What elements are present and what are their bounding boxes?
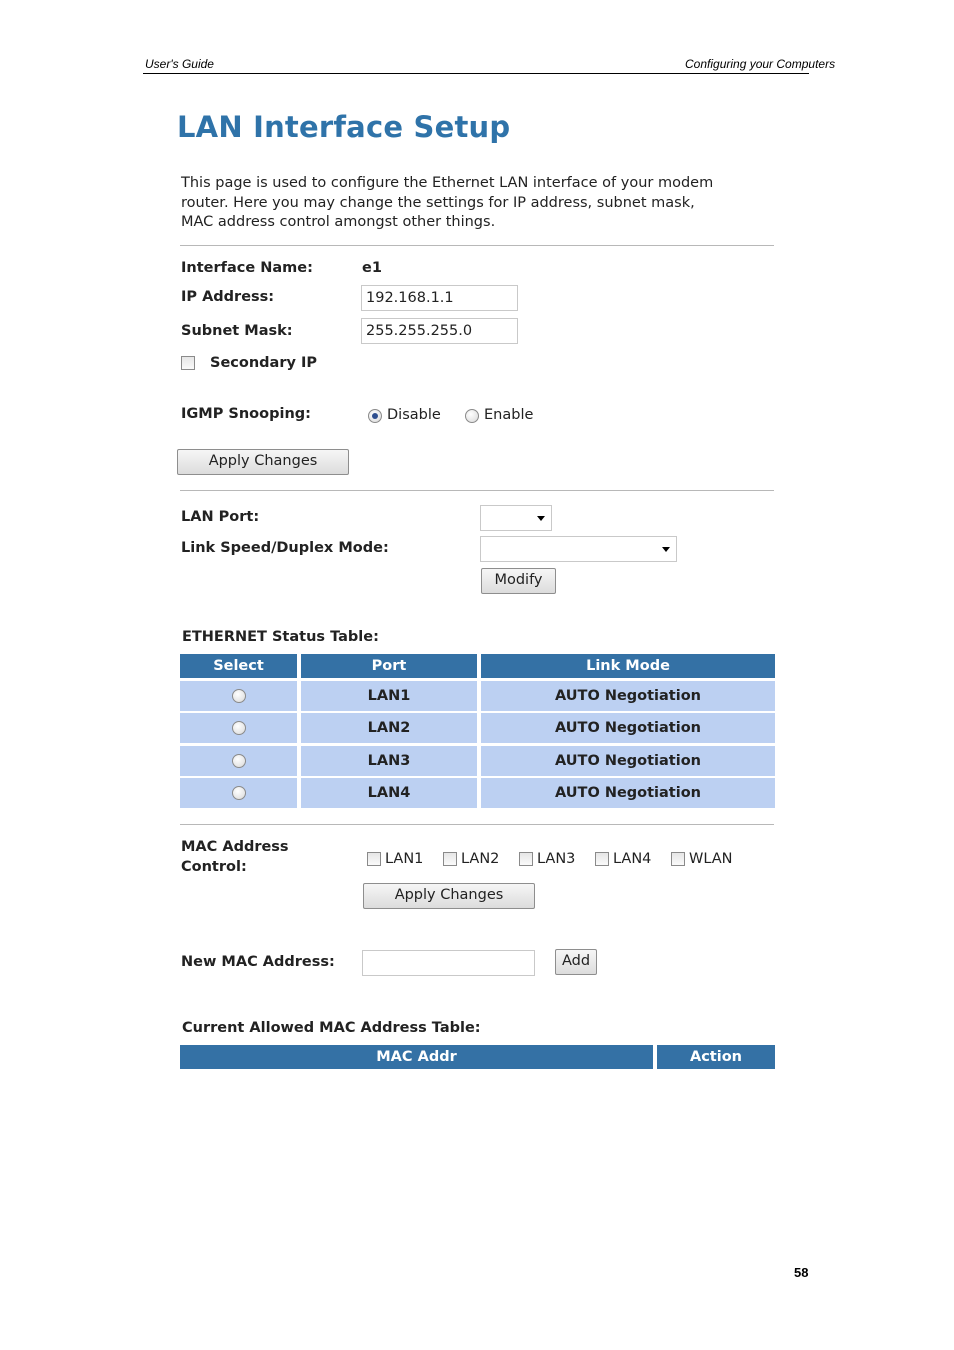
select-cell xyxy=(180,746,297,776)
port-select-radio[interactable] xyxy=(232,754,246,768)
port-cell: LAN3 xyxy=(301,746,477,776)
mac-wlan-checkbox[interactable] xyxy=(671,852,685,866)
secondary-ip-label: Secondary IP xyxy=(210,355,317,371)
intro-line: router. Here you may change the settings for IP address, subnet mask, xyxy=(181,194,695,211)
link-speed-select[interactable] xyxy=(480,536,677,562)
page-title: LAN Interface Setup xyxy=(177,110,511,144)
secondary-ip-checkbox[interactable] xyxy=(181,356,195,370)
divider xyxy=(180,245,774,246)
column-header-action: Action xyxy=(657,1045,775,1069)
ip-address-label: IP Address: xyxy=(181,289,275,305)
new-mac-label: New MAC Address: xyxy=(181,954,335,970)
running-header-right: Configuring your Computers xyxy=(685,57,836,71)
lan-port-select[interactable] xyxy=(480,505,552,531)
add-mac-button[interactable]: Add xyxy=(555,949,597,975)
mac-lan4-label: LAN4 xyxy=(613,851,652,867)
apply-changes-button[interactable]: Apply Changes xyxy=(177,449,349,475)
mac-table-caption: Current Allowed MAC Address Table: xyxy=(182,1020,481,1036)
chevron-down-icon xyxy=(662,547,670,552)
port-cell: LAN1 xyxy=(301,681,477,711)
column-header-mac-addr: MAC Addr xyxy=(180,1045,653,1069)
modify-button[interactable]: Modify xyxy=(481,568,556,594)
running-header-left: User's Guide xyxy=(145,57,214,71)
select-cell xyxy=(180,713,297,743)
igmp-snooping-label: IGMP Snooping: xyxy=(181,406,311,422)
mac-lan1-label: LAN1 xyxy=(385,851,424,867)
igmp-disable-radio[interactable] xyxy=(368,409,382,423)
mac-lan2-label: LAN2 xyxy=(461,851,500,867)
link-mode-cell: AUTO Negotiation xyxy=(481,681,775,711)
interface-name-value: e1 xyxy=(362,260,382,276)
ip-address-input[interactable] xyxy=(361,285,518,311)
mac-lan1-checkbox[interactable] xyxy=(367,852,381,866)
port-select-radio[interactable] xyxy=(232,786,246,800)
new-mac-input[interactable] xyxy=(362,950,535,976)
mac-wlan-label: WLAN xyxy=(689,851,733,867)
mac-lan3-checkbox[interactable] xyxy=(519,852,533,866)
link-mode-cell: AUTO Negotiation xyxy=(481,778,775,808)
port-select-radio[interactable] xyxy=(232,721,246,735)
divider xyxy=(180,490,774,491)
subnet-mask-input[interactable] xyxy=(361,318,518,344)
column-header-port: Port xyxy=(301,654,477,678)
interface-name-label: Interface Name: xyxy=(181,260,313,276)
select-cell xyxy=(180,681,297,711)
intro-text xyxy=(181,174,781,233)
intro-line: This page is used to configure the Ethernet LAN interface of your modem xyxy=(181,175,714,191)
column-header-link-mode: Link Mode xyxy=(481,654,775,678)
lan-port-label: LAN Port: xyxy=(181,509,260,525)
divider xyxy=(180,824,774,825)
header-rule xyxy=(143,73,809,74)
intro-line: MAC address control amongst other things. xyxy=(181,214,496,230)
port-cell: LAN2 xyxy=(301,713,477,743)
ethernet-table-caption: ETHERNET Status Table: xyxy=(182,629,379,645)
mac-apply-changes-button[interactable]: Apply Changes xyxy=(363,883,535,909)
igmp-enable-radio[interactable] xyxy=(465,409,479,423)
page-number: 58 xyxy=(794,1265,809,1280)
port-cell: LAN4 xyxy=(301,778,477,808)
chevron-down-icon xyxy=(537,516,545,521)
igmp-enable-label: Enable xyxy=(484,407,534,423)
mac-lan2-checkbox[interactable] xyxy=(443,852,457,866)
mac-lan4-checkbox[interactable] xyxy=(595,852,609,866)
link-mode-cell: AUTO Negotiation xyxy=(481,713,775,743)
igmp-disable-label: Disable xyxy=(387,407,441,423)
link-mode-cell: AUTO Negotiation xyxy=(481,746,775,776)
port-select-radio[interactable] xyxy=(232,689,246,703)
link-speed-label: Link Speed/Duplex Mode: xyxy=(181,540,389,556)
select-cell xyxy=(180,778,297,808)
subnet-mask-label: Subnet Mask: xyxy=(181,323,293,339)
column-header-select: Select xyxy=(180,654,297,678)
mac-lan3-label: LAN3 xyxy=(537,851,576,867)
mac-control-label-line2: Control: xyxy=(181,859,247,875)
mac-control-label-line1: MAC Address xyxy=(181,839,289,855)
